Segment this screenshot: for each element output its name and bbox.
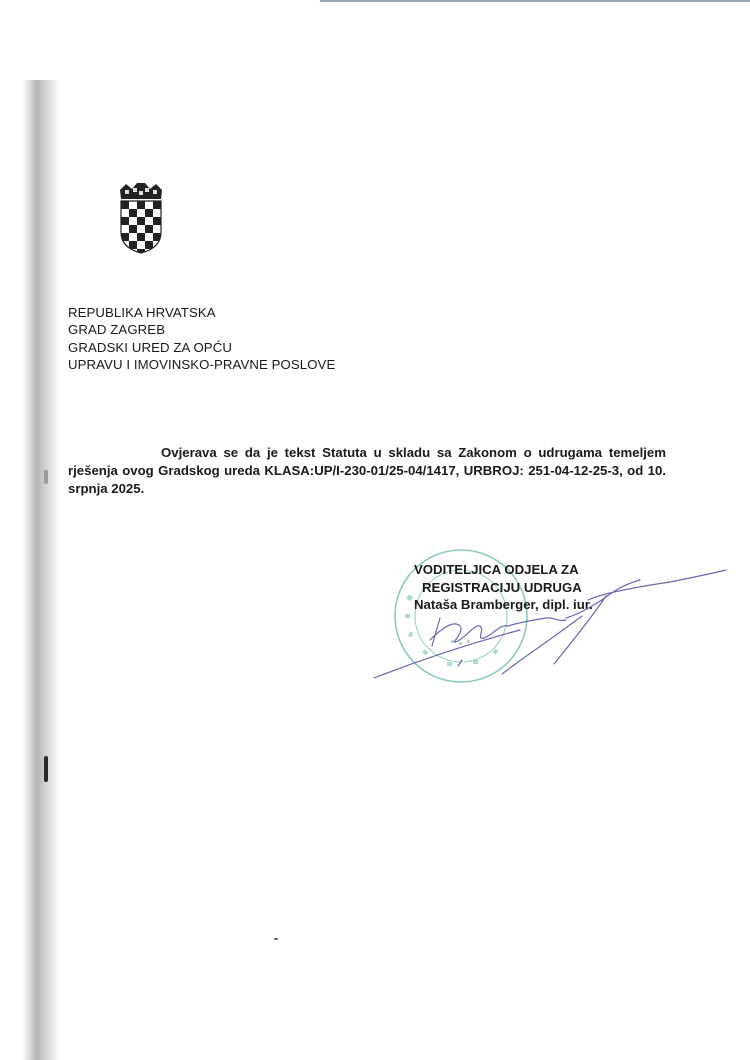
signatory-title-line2: REGISTRACIJU UDRUGA (422, 579, 582, 595)
binder-hole-mark-upper (44, 470, 48, 484)
scan-speck (274, 938, 278, 940)
issuing-authority-header (68, 304, 335, 374)
binder-hole-mark-lower (44, 756, 48, 782)
certification-text: Ovjerava se da je tekst Statuta u skladu sa Zakonom o udrugama temeljem rješenja ovog Gradskog ureda KLASA:UP/I-230-01/25-04/1417, URBROJ: 251-04-12-25-3, od 10. srpnja 2025. (68, 445, 666, 496)
scan-edge-shadow (22, 80, 60, 1060)
header-line-republic: REPUBLIKA HRVATSKA (68, 305, 216, 320)
signatory-name: Nataša Bramberger, dipl. iur. (414, 597, 593, 612)
handwritten-signature (370, 560, 730, 690)
signatory-title-line1: VODITELJICA ODJELA ZA (414, 562, 579, 577)
header-line-department: UPRAVU I IMOVINSKO-PRAVNE POSLOVE (68, 357, 336, 373)
coat-of-arms-icon (117, 182, 165, 254)
header-line-office: GRADSKI URED ZA OPĆU (68, 339, 232, 355)
header-line-city: GRAD ZAGREB (68, 322, 166, 338)
scan-top-edge (320, 0, 750, 2)
